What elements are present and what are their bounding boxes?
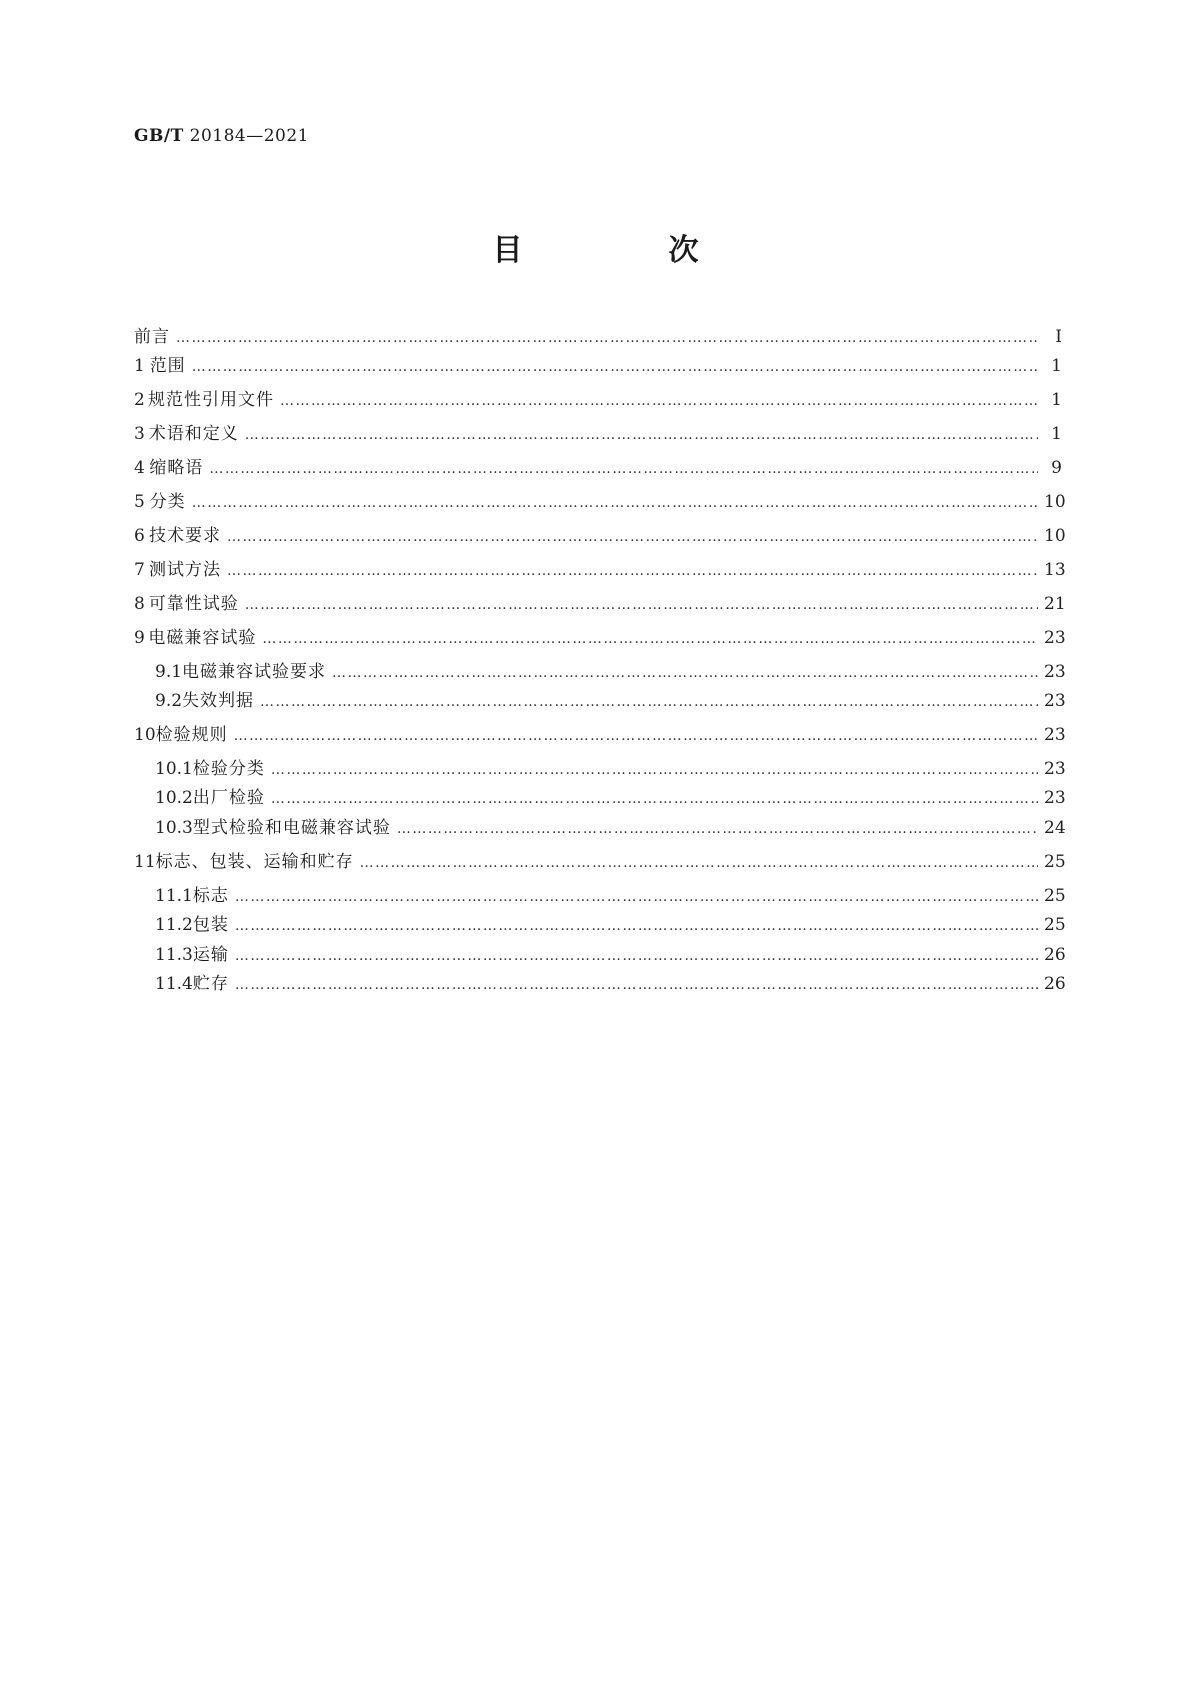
toc-entry[interactable] (155, 911, 1066, 939)
toc-entry-label: 出厂检验 (192, 788, 265, 808)
dot-leader (192, 353, 1038, 381)
toc-entry-number: 11.2 (155, 915, 193, 935)
dot-leader (245, 591, 1038, 619)
toc-entry-page-number: 1 (1051, 390, 1062, 410)
toc-entry[interactable] (134, 721, 1066, 749)
dot-leader (360, 849, 1038, 877)
toc-entry-number: 10.1 (155, 759, 193, 779)
toc-entry[interactable] (134, 556, 1066, 584)
toc-entry-page-number: 23 (1044, 691, 1066, 711)
toc-entry-label: 标志 (192, 886, 229, 906)
toc-entry-label: 技术要求 (149, 526, 222, 546)
toc-entry-label: 检验规则 (155, 725, 228, 745)
toc-entry-label: 可靠性试验 (148, 594, 239, 614)
toc-entry[interactable] (155, 882, 1066, 910)
toc-entry-number: 4 (134, 458, 145, 478)
toc-entry[interactable] (155, 658, 1066, 686)
toc-entry-number: 11.3 (155, 945, 193, 965)
toc-entry-page-number: 1 (1051, 424, 1062, 444)
toc-entry-number: 2 (134, 390, 145, 410)
toc-entry-label: 范围 (149, 356, 186, 376)
page-title: 目 次 (492, 233, 757, 268)
toc-entry-page-number: 25 (1044, 852, 1066, 872)
toc-entry-label: 贮存 (192, 974, 229, 994)
toc-entry-page-number: 25 (1044, 886, 1066, 906)
toc-entry-label: 型式检验和电磁兼容试验 (192, 818, 391, 838)
dot-leader (280, 387, 1038, 415)
toc-entry[interactable] (134, 624, 1066, 652)
toc-entry[interactable] (134, 488, 1066, 516)
toc-entry-number: 11.1 (155, 886, 193, 906)
toc-entry[interactable] (134, 454, 1062, 482)
toc-entry-page-number: 24 (1044, 818, 1066, 838)
toc-entry-number: 9.2 (155, 691, 183, 711)
toc-entry-label: 标志、包装、运输和贮存 (155, 852, 354, 872)
toc-entry-number: 10.2 (155, 788, 193, 808)
toc-entry-label: 失效判据 (182, 691, 255, 711)
dot-leader (209, 455, 1038, 483)
toc-entry-number: 11 (134, 852, 156, 872)
dot-leader (234, 722, 1038, 750)
toc-entry[interactable] (134, 323, 1062, 351)
dot-leader (227, 557, 1038, 585)
toc-entry-label: 术语和定义 (148, 424, 239, 444)
toc-entry-page-number: 9 (1051, 458, 1062, 478)
toc-entry-label: 规范性引用文件 (148, 390, 275, 410)
standard-prefix: GB/T (134, 126, 184, 146)
toc-entry[interactable] (155, 941, 1066, 969)
dot-leader (176, 324, 1038, 352)
toc-entry-number: 7 (134, 560, 145, 580)
toc-entry-page-number: 21 (1044, 594, 1066, 614)
toc-entry-label: 包装 (192, 915, 229, 935)
toc-entry-number: 3 (134, 424, 145, 444)
toc-entry[interactable] (155, 784, 1066, 812)
toc-entry[interactable] (134, 848, 1066, 876)
toc-entry-page-number: 26 (1044, 945, 1066, 965)
toc-entry-number: 5 (134, 492, 145, 512)
dot-leader (260, 688, 1038, 716)
toc-entry-number: 6 (134, 526, 145, 546)
dot-leader (397, 815, 1038, 843)
toc-entry-label: 运输 (192, 945, 229, 965)
toc-entry-number: 10.3 (155, 818, 193, 838)
toc-entry-label: 分类 (149, 492, 186, 512)
toc-entry-page-number: 23 (1044, 759, 1066, 779)
toc-entry-label: 前言 (134, 327, 170, 347)
dot-leader (235, 883, 1038, 911)
toc-entry-label: 电磁兼容试验 (148, 628, 257, 648)
toc-entry[interactable] (134, 590, 1066, 618)
toc-entry-number: 11.4 (155, 974, 193, 994)
toc-entry-page-number: 10 (1044, 492, 1066, 512)
toc-entry-number: 1 (134, 356, 145, 376)
toc-entry[interactable] (155, 970, 1066, 998)
standard-number: 20184—2021 (189, 126, 309, 146)
dot-leader (271, 756, 1038, 784)
toc-entry[interactable] (155, 687, 1066, 715)
toc-entry-number: 8 (134, 594, 145, 614)
dot-leader (227, 523, 1038, 551)
dot-leader (235, 912, 1038, 940)
toc-entry[interactable] (134, 352, 1062, 380)
dot-leader (262, 625, 1038, 653)
toc-entry-page-number: 26 (1044, 974, 1066, 994)
toc-entry-number: 9.1 (155, 662, 183, 682)
toc-entry-label: 测试方法 (149, 560, 222, 580)
toc-entry-label: 缩略语 (149, 458, 204, 478)
dot-leader (271, 785, 1038, 813)
toc-entry[interactable] (134, 386, 1062, 414)
toc-entry-label: 检验分类 (192, 759, 265, 779)
toc-entry[interactable] (134, 522, 1066, 550)
toc-entry[interactable] (155, 814, 1066, 842)
toc-entry-page-number: 13 (1044, 560, 1066, 580)
document-header (134, 126, 309, 146)
toc-entry-page-number: Ⅰ (1055, 327, 1062, 347)
toc-entry-page-number: 25 (1044, 915, 1066, 935)
toc-entry-number: 10 (134, 725, 156, 745)
toc-entry-page-number: 10 (1044, 526, 1066, 546)
toc-entry-page-number: 23 (1044, 628, 1066, 648)
toc-entry-page-number: 1 (1051, 356, 1062, 376)
toc-entry-page-number: 23 (1044, 788, 1066, 808)
toc-entry[interactable] (155, 755, 1066, 783)
toc-entry-page-number: 23 (1044, 662, 1066, 682)
dot-leader (235, 942, 1038, 970)
dot-leader (245, 421, 1038, 449)
dot-leader (192, 489, 1038, 517)
toc-entry[interactable] (134, 420, 1062, 448)
toc-entry-number: 9 (134, 628, 145, 648)
toc-entry-page-number: 23 (1044, 725, 1066, 745)
dot-leader (235, 971, 1038, 999)
toc-entry-label: 电磁兼容试验要求 (182, 662, 327, 682)
dot-leader (332, 659, 1038, 687)
